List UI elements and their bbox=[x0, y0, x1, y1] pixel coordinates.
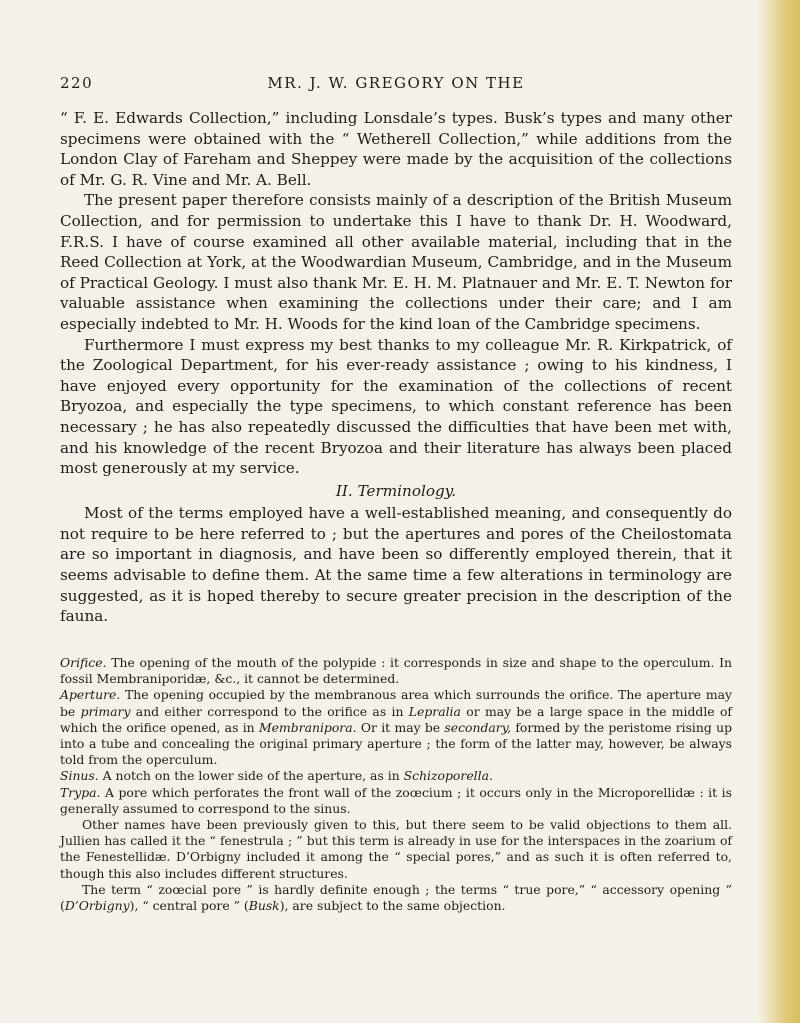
running-head bbox=[60, 74, 732, 98]
paragraph-british-museum: The present paper therefore consists mainly of a description of the British Museum Collection, and for permission to undertake this I have to thank Dr. H. Woodward, F.R.S. I have of course examined all other available material, including that in the Reed Collection at York, at the Woodwardian Museum, Cambridge, and in the Museum of Practical Geology. I must also thank Mr. E. H. M. Platnauer and Mr. E. T. Newton for valuable assistance when examining the collections under their care; and I am especially indebted to Mr. H. Woods for the kind loan of the Cambridge specimens. bbox=[60, 191, 732, 333]
definition-sinus: Sinus. A notch on the lower side of the aperture, as in Schizoporella. bbox=[60, 768, 493, 784]
paragraph-acknowledgements: Furthermore I must express my best thanks to my colleague Mr. R. Kirkpatrick, of the Zoological Department, for his ever-ready assistance ; owing to his kindness, I have enjoyed every opportunity for the examination of the collections of recent Bryozoa, and especially the type specimens, to which constant reference has been necessary ; he has also repeatedly discussed the difficulties that have been met with, and his knowledge of the recent Bryozoa and their literature has always been placed most generously at my service. bbox=[60, 335, 732, 478]
term-aperture: Aperture. bbox=[60, 687, 121, 703]
definition-aperture: Aperture. The opening occupied by the membranous area which surrounds the orifice. The aperture may be primary and either correspond to the orifice as in Lepralia or may be a large space in the middle of which the orifice opened, as in Membranipora. Or it may be secondary, formed by the peristome rising up into a tube and concealing the original primary aperture ; the form of the latter may, however, be always told from the operculum. bbox=[60, 687, 733, 768]
page-edge-discoloration bbox=[758, 0, 800, 1023]
page-number: 220 bbox=[60, 74, 94, 92]
paragraph-zooecial-pore: The term “ zoœcial pore ” is hardly definite enough ; the terms “ true pore,” “ accessory opening ” (D’Orbigny), “ central pore ” (Busk), are subject to the same objection. bbox=[60, 881, 732, 914]
section-number: II. bbox=[335, 481, 353, 500]
definition-trypa: Trypa. A pore which perforates the front wall of the zoœcium ; it occurs only in the Microporellidæ : it is generally assumed to correspond to the sinus. bbox=[60, 784, 732, 816]
term-trypa: Trypa. bbox=[60, 784, 101, 800]
paragraph-terminology: Most of the terms employed have a well-established meaning, and consequently do not require to be here referred to ; but the apertures and pores of the Cheilostomata are so important in diagnosis, and have been so differently employed therein, that it seems advisable to define them. At the same time a few alterations in terminology are suggested, as it is hoped thereby to secure greater precision in the description of the fauna. bbox=[60, 504, 732, 626]
term-orifice: Orifice. bbox=[60, 655, 107, 670]
term-sinus: Sinus. bbox=[60, 768, 99, 784]
definitions bbox=[60, 655, 732, 914]
paragraph-collections: “ F. E. Edwards Collection,” including Lonsdale’s types. Busk’s types and many other specimens were obtained with the “ Wetherell Collection,” while additions from the London Clay of Fareham and Sheppey were made by the acquisition of the collections of Mr. G. R. Vine and Mr. A. Bell. bbox=[60, 109, 732, 189]
section-title: Terminology. bbox=[357, 481, 457, 500]
section-heading bbox=[60, 481, 732, 502]
running-title: MR. J. W. GREGORY ON THE bbox=[267, 74, 525, 92]
definition-orifice: Orifice. The opening of the mouth of the polypide : it corresponds in size and shape to the operculum. In fossil Membraniporidæ, &c., it cannot be determined. bbox=[60, 655, 732, 687]
main-text bbox=[60, 108, 732, 627]
paragraph-other-names: Other names have been previously given to this, but there seem to be valid objections to them all. Jullien has called it the “ fenestrula ; ” but this term is already in use for the interspaces in the zoarium of the Fenestellidæ. D’Orbigny included it among the “ special pores,” and as such it is often referred to, though this also includes different structures. bbox=[60, 817, 732, 881]
